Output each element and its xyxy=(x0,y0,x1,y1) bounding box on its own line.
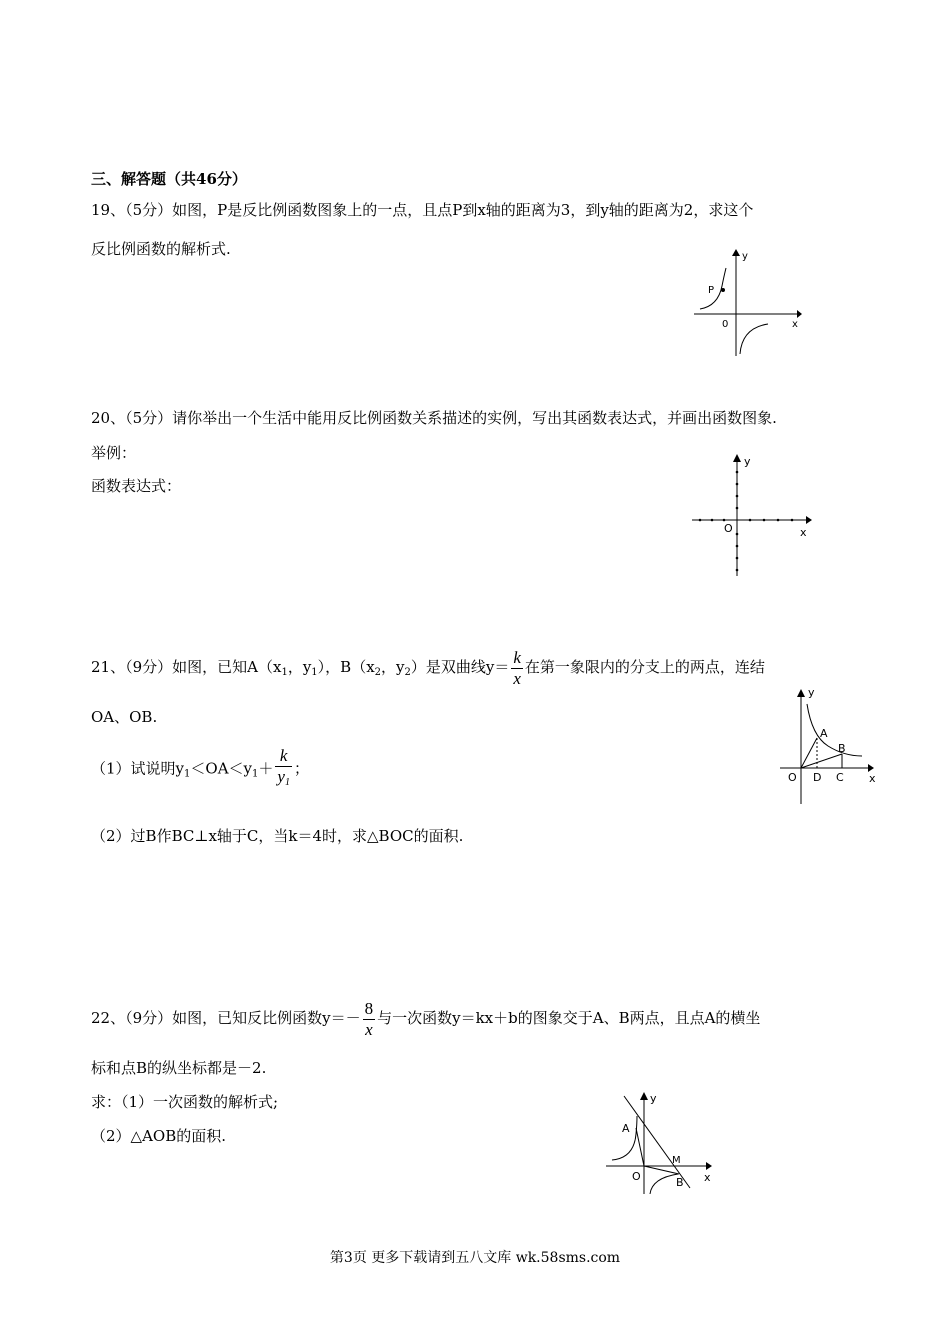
q22-figure xyxy=(600,1088,725,1198)
origin-label: O xyxy=(724,522,733,535)
page-footer: 第3页 更多下载请到五八文库 wk.58sms.com xyxy=(329,1250,621,1266)
b-label: B xyxy=(676,1176,684,1189)
q22-line4: （2）△AOB的面积. xyxy=(91,1127,227,1145)
a-label: A xyxy=(622,1122,630,1135)
x-axis-arrow-icon xyxy=(706,1162,712,1170)
q20-line1: 20、（5分）请你举出一个生活中能用反比例函数关系描述的实例，写出其函数表达式，并画出函数图象. xyxy=(91,409,777,427)
y-label: y xyxy=(742,251,748,262)
q19-line1: 19、（5分）如图，P是反比例函数图象上的一点，且点P到x轴的距离为3，到y轴的距离为2，求这个 xyxy=(91,201,754,219)
point-p xyxy=(721,288,725,292)
m-label: M xyxy=(672,1155,681,1166)
q21-part1: （1）试说明$y_1<OA<y_1+$ $\frac{k}{y_1}$ ； xyxy=(91,746,309,796)
x-label: x xyxy=(792,319,798,330)
origin-label: O xyxy=(788,771,797,784)
q21-line1: 21、（9分）如图，已知$A(x_1$，$y_1$），$B(x_2$，$y_2$）是双曲线y＝ $\frac{k}{x}$ 在第一象限内的分支上的两点，连结 xyxy=(91,647,765,688)
q19-figure xyxy=(690,246,805,358)
k-over-x-fraction: $\frac{k}{x}$ xyxy=(513,647,521,688)
x-label: x xyxy=(704,1171,711,1184)
x-axis-arrow-icon xyxy=(797,310,802,318)
p-label: P xyxy=(708,285,715,296)
y-axis-arrow-icon xyxy=(797,689,805,697)
hyperbola-branch-q4 xyxy=(740,324,768,354)
hyperbola-branch xyxy=(807,704,862,756)
b-label: B xyxy=(838,742,846,755)
eight-over-x-fraction: $\frac{8}{x}$ xyxy=(364,998,374,1039)
y-label: y xyxy=(650,1092,657,1105)
x-axis-arrow-icon xyxy=(806,516,812,524)
q21-part2: （2）过B作BC⊥x轴于C，当k＝4时，求△BOC的面积. xyxy=(91,827,464,845)
y-axis-arrow-icon xyxy=(733,454,741,462)
a-label: A xyxy=(820,727,828,740)
y-label: y xyxy=(808,686,815,699)
x-axis-arrow-icon xyxy=(868,764,874,772)
hyperbola-branch-q4 xyxy=(650,1174,678,1194)
y-axis-arrow-icon xyxy=(732,249,740,256)
section-title: 三、解答题（共46分） xyxy=(91,170,247,188)
y-label: y xyxy=(744,455,751,468)
origin-label: O xyxy=(632,1170,641,1183)
y-axis-arrow-icon xyxy=(640,1092,648,1100)
d-label: D xyxy=(813,771,822,784)
k-over-y1-fraction: $\frac{k}{y_1}$ xyxy=(275,746,292,793)
c-label: C xyxy=(836,771,844,784)
q22-line1: 22、（9分）如图，已知反比例函数y＝－ $\frac{8}{x}$ 与一次函数y＝kx＋b的图象交于A、B两点，且点A的横坐 xyxy=(91,998,761,1039)
segment-ob xyxy=(644,1166,679,1174)
q20-figure xyxy=(688,450,818,580)
x-label: x xyxy=(869,772,876,785)
q21-line2: OA、OB. xyxy=(91,708,158,726)
segment-oa xyxy=(636,1128,644,1166)
q20-line3: 函数表达式： xyxy=(91,477,182,495)
q22-line2: 标和点B的纵坐标都是－2. xyxy=(91,1059,267,1077)
q21-figure xyxy=(776,684,881,808)
origin-label: 0 xyxy=(722,319,729,330)
q19-line2: 反比例函数的解析式. xyxy=(91,240,231,258)
q20-line2: 举例： xyxy=(91,444,137,462)
x-label: x xyxy=(800,526,807,539)
q22-line3: 求：（1）一次函数的解析式; xyxy=(91,1093,279,1111)
